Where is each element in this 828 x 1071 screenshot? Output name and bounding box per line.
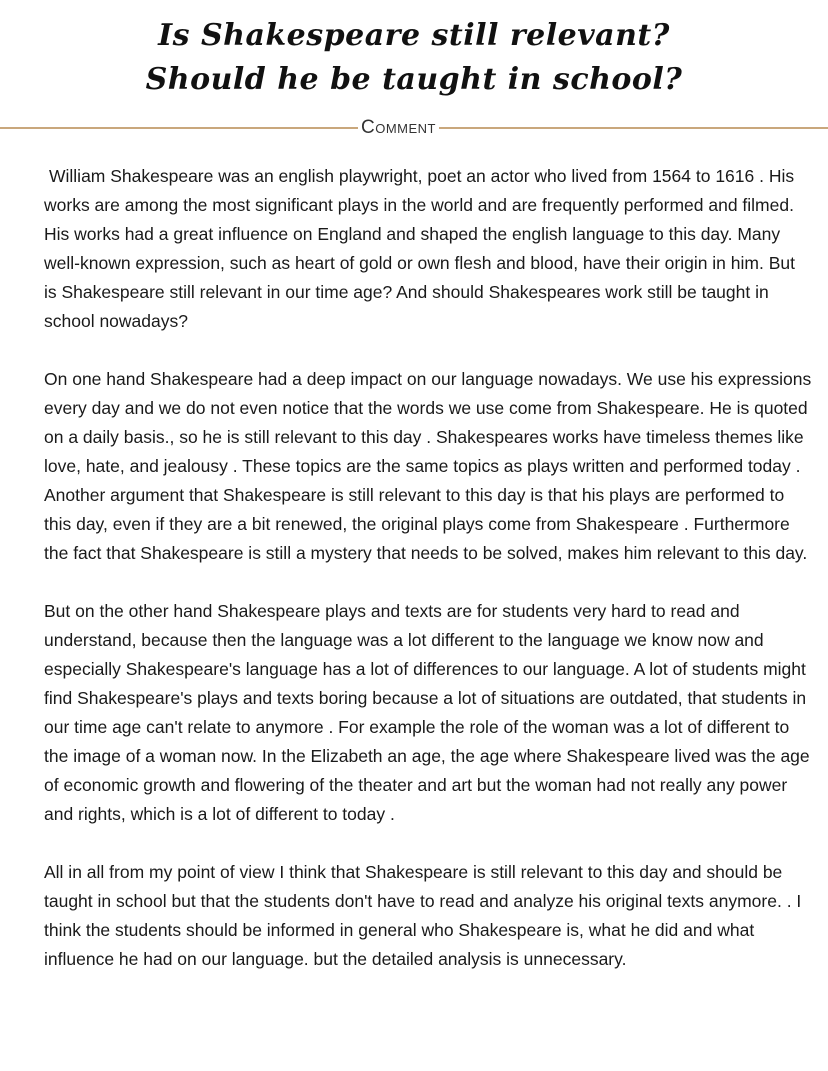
- title-line-1: Is Shakespeare still relevant?: [158, 18, 670, 53]
- document-title: [0, 14, 828, 102]
- divider-line-left: [0, 127, 358, 129]
- paragraph-arguments-for: On one hand Shakespeare had a deep impact on our language nowadays. We use his expressions every day and we do not even notice that the words we use come from Shakespeare. He is quoted on a daily basis., so he is still relevant to this day . Shakespeares works have timeless themes like love, hate, and jealousy . These topics are the same topics as plays written and performed today . Another argument that Shakespeare is still relevant to this day is that his plays are performed to this day, even if they are a bit renewed, the original plays come from Shakespeare . Furthermore the fact that Shakespeare is still a mystery that needs to be solved, makes him relevant to this day.: [44, 369, 812, 563]
- title-line-2: Should he be taught in school?: [145, 62, 683, 97]
- section-label: Comment: [361, 117, 436, 138]
- paragraph-introduction: William Shakespeare was an english playwright, poet an actor who lived from 1564 to 1616 . His works are among the most significant plays in the world and are frequently performed and filmed. His works had a great influence on England and shaped the english language to this day. Many well-known expression, such as heart of gold or own flesh and blood, have their origin in him. But is Shakespeare still relevant in our time age? And should Shakespeares work still be taught in school nowadays?: [44, 166, 795, 331]
- divider-line-right: [439, 127, 828, 129]
- paragraph-arguments-against: But on the other hand Shakespeare plays and texts are for students very hard to read and understand, because then the language was a lot different to the language we know now and especially Shakespeare's language has a lot of differences to our language. A lot of students might find Shakespeare's plays and texts boring because a lot of situations are outdated, that students in our time age can't relate to anymore . For example the role of the woman was a lot of different to the image of a woman now. In the Elizabeth an age, the age where Shakespeare lived was the age of economic growth and flowering of the theater and art but the woman had not really any power and rights, which is a lot of different to today .: [44, 601, 810, 824]
- section-divider: [0, 117, 828, 139]
- paragraph-conclusion: All in all from my point of view I think that Shakespeare is still relevant to this day and should be taught in school but that the students don't have to read and analyze his original texts anymore. . I think the students should be informed in general who Shakespeare is, what he did and what influence he had on our language. but the detailed analysis is unnecessary.: [44, 862, 802, 969]
- comment-body: [44, 162, 812, 1003]
